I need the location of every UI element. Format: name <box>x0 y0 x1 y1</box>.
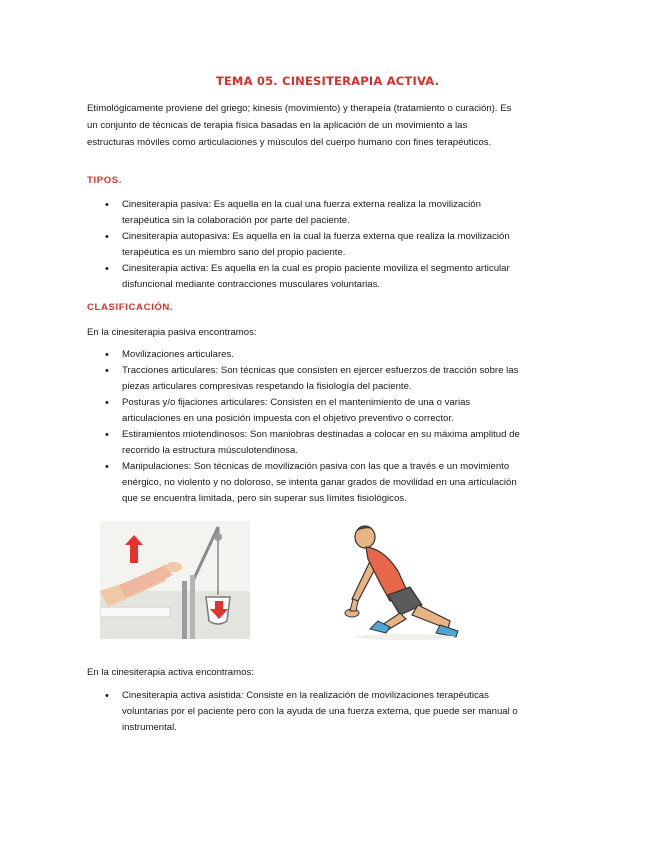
list-item: • Cinesiterapia autopasiva: Es aquella en la cual la fuerza externa que realiza la movilización terapéutica es un miembro sano del propio paciente. <box>87 229 527 261</box>
activa-list <box>87 688 527 736</box>
page-title: TEMA 05. CINESITERAPIA ACTIVA. <box>215 74 440 88</box>
activa-intro: En la cinesiterapia activa encontramos: <box>87 667 254 678</box>
list-item: • Cinesiterapia activa asistida: Consiste en la realización de movilizaciones terapéuticas voluntarias por el paciente pero con la ayuda de una fuerza externa, que puede ser manual o instrumental. <box>87 688 527 736</box>
tipos-list <box>87 197 527 293</box>
list-item: • Posturas y/o fijaciones articulares: Consisten en el mantenimiento de una o varias articulaciones en una posición impuesta con el objetivo preventivo o corrector. <box>87 395 527 427</box>
clasificacion-heading: CLASIFICACIÓN. <box>87 302 174 313</box>
pasiva-list <box>87 347 527 507</box>
list-item: • Tracciones articulares: Son técnicas que consisten en ejercer esfuerzos de tracción sobre las piezas articulares compresivas respetando la fisiología del paciente. <box>87 363 527 395</box>
list-item: • Estiramientos miotendinosos: Son maniobras destinadas a colocar en su máxima amplitud de recorrido la estructura músculotendinosa. <box>87 427 527 459</box>
stretch-illustration <box>300 521 460 641</box>
list-item: • Movilizaciones articulares. <box>87 347 527 363</box>
tipos-heading: TIPOS. <box>87 175 123 186</box>
list-item: • Cinesiterapia pasiva: Es aquella en la cual una fuerza externa realiza la movilización terapéutica sin la colaboración por parte del paciente. <box>87 197 527 229</box>
list-item: • Manipulaciones: Son técnicas de movilización pasiva con las que a través e un movimiento enérgico, no violento y no doloroso, se intenta ganar grados de movilidad en una articulación que se encuentra limitada, pero sin superar sus límites fisiológicos. <box>87 459 527 507</box>
pasiva-intro: En la cinesiterapia pasiva encontramos: <box>87 327 257 338</box>
list-item: • Cinesiterapia activa: Es aquella en la cual es propio paciente moviliza el segmento articular disfuncional mediante contracciones musculares voluntarias. <box>87 261 527 293</box>
intro-paragraph: Etimológicamente proviene del griego; kinesis (movimiento) y therapeía (tratamiento o curación). Es un conjunto de técnicas de terapia física basadas en la aplicación de un movimiento a las estructuras móviles como articulaciones y músculos del cuerpo humano con fines terapéuticos. <box>87 103 512 148</box>
traction-illustration <box>100 521 250 639</box>
